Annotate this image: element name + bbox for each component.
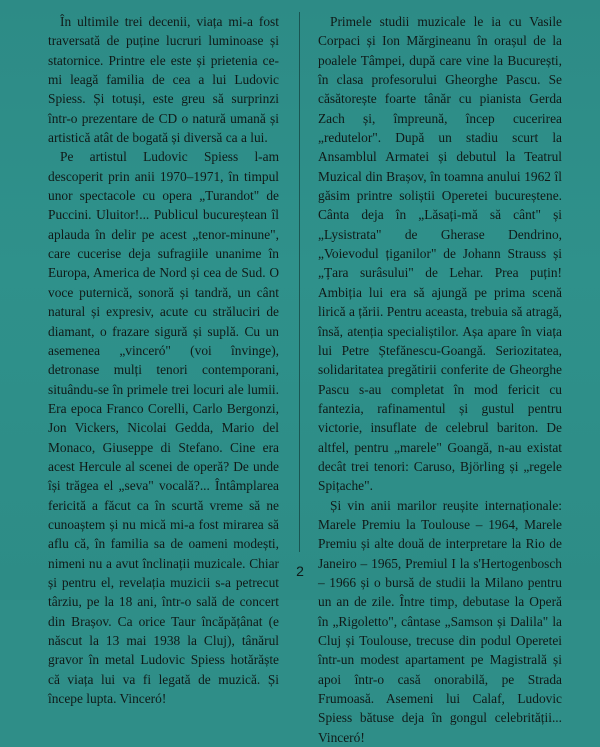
column-divider (299, 12, 300, 552)
left-paragraph-2: Pe artistul Ludovic Spiess l-am descoperit prin anii 1970–1971, în timpul unor spectacole cu opera „Turandot" de Puccini. Uluitor!... Publicul bucureștean îl aplauda în delir pe acest „tenor-minune", care cucerise deja sufragiile unanime în Europa, America de Nord și cea de Sud. O voce puternică, sonoră și tandră, un cânt natural și expresiv, acute cu străluciri de diamant, o frazare sigură și suplă. Cu un asemenea „vinceró" (voi învinge), detronase mulți tenori contemporani, situându-se în primele trei locuri ale lumii. Era epoca Franco Corelli, Carlo Bergonzi, Jon Vickers, Nicolai Gedda, Mario del Monaco, Giuseppe di Stefano. Cine era acest Hercule al scenei de operă? De unde își trăgea el „seva" vocală?... Întâmplarea fericită a făcut ca în scurtă vreme să ne cunoaștem și nu mică mi-a fost mirarea să aflu că, în familia sa de oameni modești, nimeni nu a avut înclinații muzicale. Chiar și pentru el, revelația muzicii s-a petrecut târziu, pe la 18 ani, într-o sală de concert din Brașov. Ca orice Taur încăpățânat (e născut la 13 mai 1938 la Cluj), tânărul gravor în metal Ludovic Spiess hotărăște că viața lui va fi legată de muzică. Și începe lupta. Vinceró! (48, 149, 279, 707)
left-text-column (48, 12, 279, 708)
left-paragraph-1: În ultimile trei decenii, viața mi-a fost traversată de puține lucruri luminoase și statornice. Printre ele este și prietenia ce-mi leagă familia de cea a lui Ludovic Spiess. Și totuși, este greu să surprinzi într-o prezentare de CD o natură umană și artistică atât de bogată și diversă ca a lui. (48, 14, 279, 146)
right-paragraph-2: Și vin anii marilor reușite internaționale: Marele Premiu la Toulouse – 1964, Marele Premiu și alte două de interpretare la Rio de Janeiro – 1965, Premiul I la s'Hertogenbosch – 1966 și o bursă de studii la Milano pentru un an de zile. Între timp, debutase la Operă în „Rigoletto", cântase „Samson și Dalila" la Cluj și Toulouse, trecuse din podul Operetei într-un modest apartament pe Magistrală și apoi într-o casă onorabilă, pe Strada Frumoasă. Asemeni lui Calaf, Ludovic Spiess bătuse deja în gongul celebrității... Vinceró! (318, 497, 562, 745)
page-number: 2 (296, 563, 304, 579)
right-text-column (318, 12, 562, 747)
right-paragraph-1: Primele studii muzicale le ia cu Vasile Corpaci și Ion Mărgineanu în orașul de la poalele Tâmpei, după care vine la București, în clasa profesorului Gheorghe Pascu. Se căsătorește foarte tânăr cu pianista Gerda Zach și, împreună, încep cucerirea „redutelor". După un stadiu scurt la Ansamblul Armatei și debutul la Teatrul Muzical din Brașov, în toamna anului 1962 îl găsim printre soliștii Operetei bucureștene. Cânta deja în „Lăsați-mă să cânt" și „Lysistrata" de Gherase Dendrino, „Voievodul țiganilor" de Johann Strauss și „Țara surâsului" de Lehar. Prea puțin! Ambiția lui era să ajungă pe prima scenă lirică a țării. Pentru aceasta, trebuia să atragă, însă, atenția specialiștilor. Așa apare în viața lui Petre Ștefănescu-Goangă. Seriozitatea, solidaritatea pregătirii conferite de Gheorghe Pascu s-au completat în mod fericit cu fantezia, rafinamentul și gustul pentru victorie, insuflate de celebrul bariton. De altfel, pentru „marele" Goangă, n-au existat decât trei tenori: Caruso, Björling și „regele Spițache". (318, 14, 562, 494)
